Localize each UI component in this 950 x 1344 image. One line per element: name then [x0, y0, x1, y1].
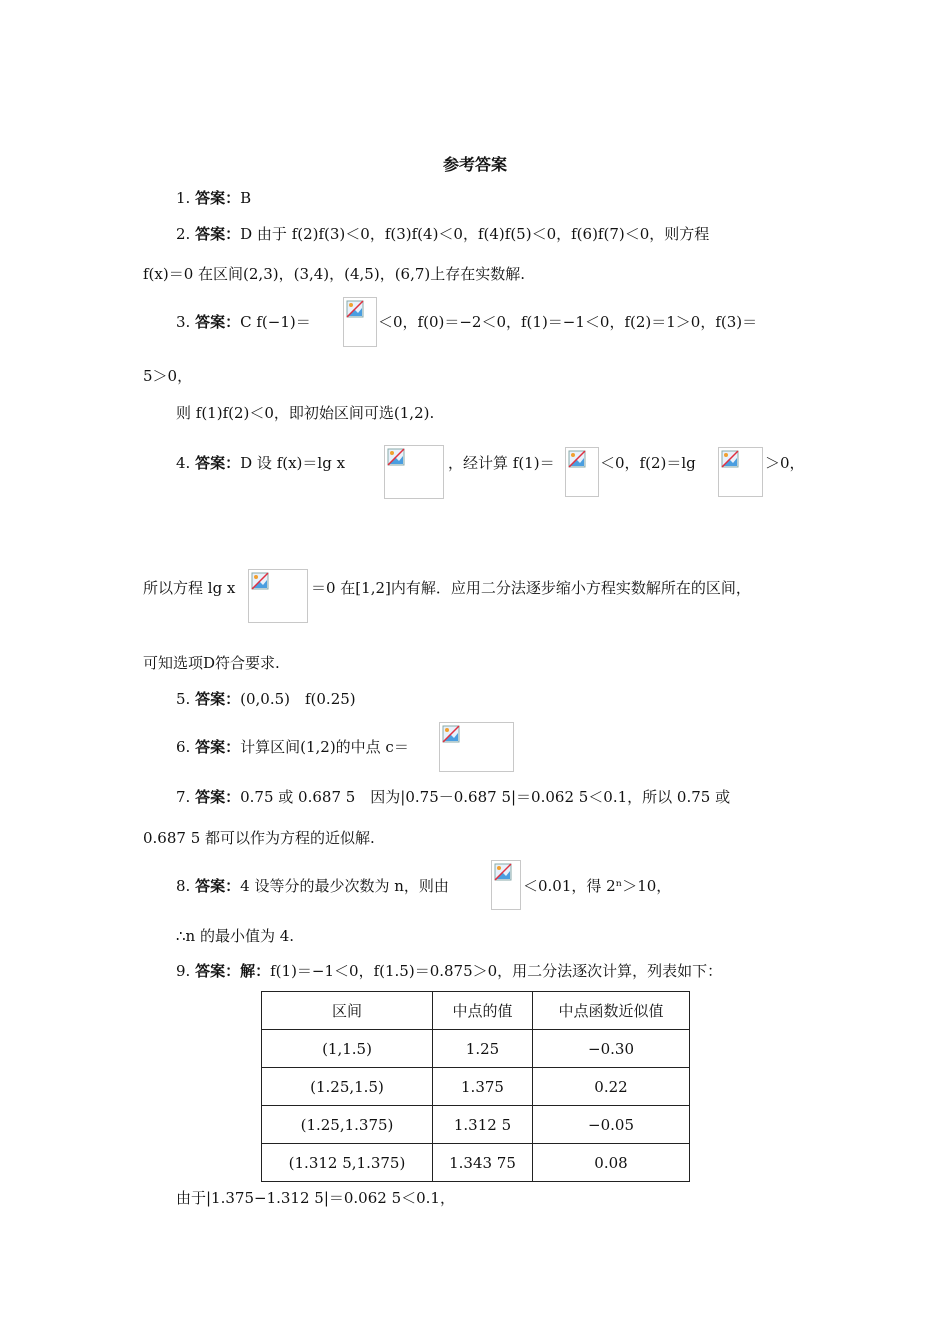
table-cell: −0.30	[533, 1030, 690, 1068]
answer-4-line2: 所以方程 lg x	[143, 579, 236, 597]
answer-9-footer: 由于|1.375−1.312 5|＝0.062 5＜0.1，	[176, 1189, 455, 1207]
table-cell: 1.375	[433, 1068, 533, 1106]
answer-1: 1. 答案：B	[176, 189, 252, 207]
answer-3-line3: 则 f(1)f(2)＜0，即初始区间可选(1,2).	[176, 404, 435, 422]
answer-2: 2. 答案：D 由于 f(2)f(3)＜0，f(3)f(4)＜0，f(4)f(5)＜0，f(6)f(7)＜0，则方程	[176, 225, 710, 243]
answer-4-cont-c: ＞0，	[765, 454, 805, 472]
table-cell: 0.08	[533, 1144, 690, 1182]
answer-8-cont: ＜0.01，得 2ⁿ＞10，	[523, 877, 672, 895]
answer-7-line2: 0.687 5 都可以作为方程的近似解.	[143, 829, 375, 847]
answer-3-line2: 5＞0，	[143, 367, 193, 385]
table-cell: (1.25,1.375)	[262, 1106, 433, 1144]
table-cell: −0.05	[533, 1106, 690, 1144]
broken-image-icon	[439, 722, 514, 772]
table-cell: 1.25	[433, 1030, 533, 1068]
table-cell: (1.25,1.5)	[262, 1068, 433, 1106]
answer-7: 7. 答案：0.75 或 0.687 5 因为|0.75－0.687 5|＝0.062 5＜0.1，所以 0.75 或	[176, 788, 731, 806]
answer-4: 4. 答案：D 设 f(x)＝lg x	[176, 454, 346, 472]
answer-5: 5. 答案：(0,0.5) f(0.25)	[176, 690, 356, 708]
table-header: 区间	[262, 992, 433, 1030]
answer-9: 9. 答案：解：f(1)＝−1＜0，f(1.5)＝0.875＞0，用二分法逐次计算，列表如下：	[176, 962, 723, 980]
broken-image-icon	[718, 447, 763, 497]
table-header-row	[262, 992, 690, 1030]
table-row	[262, 1144, 690, 1182]
broken-image-icon	[565, 447, 599, 497]
table-row	[262, 1068, 690, 1106]
bisection-table	[261, 991, 690, 1182]
answer-6: 6. 答案：计算区间(1,2)的中点 c＝	[176, 738, 409, 756]
table-row	[262, 1106, 690, 1144]
table-header: 中点函数近似值	[533, 992, 690, 1030]
table-cell: (1.312 5,1.375)	[262, 1144, 433, 1182]
answer-2-line2: f(x)＝0 在区间(2,3)，(3,4)，(4,5)，(6,7)上存在实数解.	[143, 265, 526, 283]
broken-image-icon	[248, 569, 308, 623]
table-cell: 0.22	[533, 1068, 690, 1106]
broken-image-icon	[491, 860, 521, 910]
page-title: 参考答案	[442, 155, 507, 174]
answer-4-line3: 可知选项D符合要求.	[143, 654, 280, 672]
answer-3-cont: ＜0，f(0)＝−2＜0，f(1)＝−1＜0，f(2)＝1＞0，f(3)＝	[378, 313, 758, 331]
broken-image-icon	[343, 297, 377, 347]
table-row	[262, 1030, 690, 1068]
answer-8: 8. 答案：4 设等分的最少次数为 n，则由	[176, 877, 449, 895]
table-cell: 1.343 75	[433, 1144, 533, 1182]
table-cell: 1.312 5	[433, 1106, 533, 1144]
table-cell: (1,1.5)	[262, 1030, 433, 1068]
broken-image-icon	[384, 445, 444, 499]
answer-4-cont-b: ＜0，f(2)＝lg	[600, 454, 696, 472]
answer-8-line2: ∴n 的最小值为 4.	[176, 927, 295, 945]
table-header: 中点的值	[433, 992, 533, 1030]
answer-4-cont-a: ，经计算 f(1)＝	[448, 454, 555, 472]
answer-4-line2-cont: ＝0 在[1,2]内有解．应用二分法逐步缩小方程实数解所在的区间，	[311, 579, 751, 597]
answer-3: 3. 答案：C f(−1)＝	[176, 313, 311, 331]
